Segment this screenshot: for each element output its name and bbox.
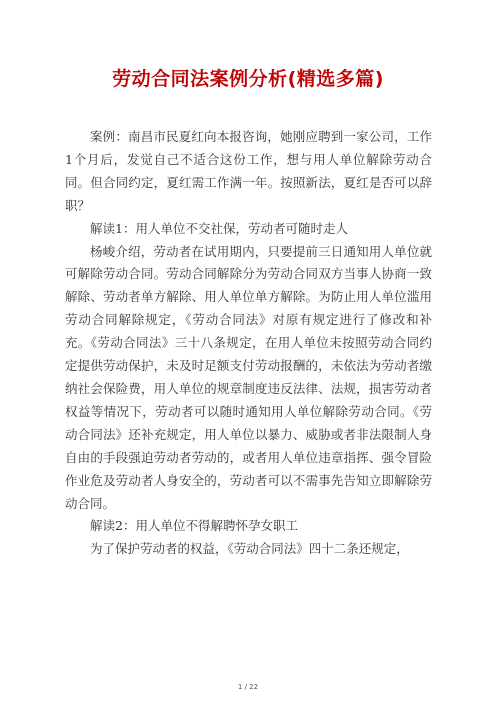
- paragraph-heading-2: 解读2：用人单位不得解聘怀孕女职工: [90, 518, 298, 534]
- paragraph-explanation-1: 杨峻介绍，劳动者在试用期内，只要提前三日通知用人单位就可解除劳动合同。劳动合同解除分为劳动合同双方当事人协商一致解除、劳动者单方解除、用人单位单方解除。为防止用人单位滥用劳动合同解除规定，《劳动合同法》对原有规定进行了修改和补充。《劳动合同法》三十八条规定，在用人单位未按照劳动合同约定提供劳动保护，未及时足额支付劳动报酬的，未依法为劳动者缴纳社会保险费，用人单位的规章制度违反法律、法规，损害劳动者权益等情况下，劳动者可以随时通知用人单位解除劳动合同。《劳动合同法》还补充规定，用人单位以暴力、威胁或者非法限制人身自由的手段强迫劳动者劳动的，或者用人单位违章指挥、强令冒险作业危及劳动者人身安全的，劳动者可以不需事先告知立即解除劳动合同。: [65, 243, 432, 511]
- page-number: 1 / 22: [237, 683, 259, 691]
- document-title: 劳动合同法案例分析(精选多篇): [112, 68, 384, 90]
- paragraph-case: 案例：南昌市民夏红向本报咨询，她刚应聘到一家公司，工作1个月后，发觉自己不适合这份工作，想与用人单位解除劳动合同。但合同约定，夏红需工作满一年。按照新法，夏红是否可以辞职？: [65, 129, 432, 213]
- paragraph-heading-1: 解读1：用人单位不交社保，劳动者可随时走人: [90, 220, 348, 236]
- paragraph-explanation-2: 为了保护劳动者的权益，《劳动合同法》四十二条还规定，: [90, 541, 409, 557]
- document-body: [65, 126, 432, 561]
